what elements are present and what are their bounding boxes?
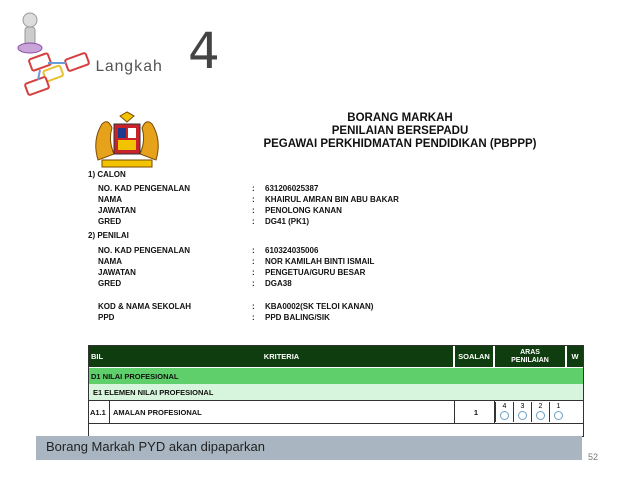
colon: : — [252, 279, 255, 288]
header-aras: ARAS PENILAIAN — [495, 346, 565, 367]
header-kriteria: KRITERIA — [110, 346, 453, 367]
row-a11-text: AMALAN PROFESIONAL — [113, 407, 202, 417]
form-title — [210, 112, 590, 151]
colon: : — [252, 206, 255, 215]
section-penilai: 2) PENILAI — [88, 231, 129, 240]
section-calon: 1) CALON — [88, 170, 126, 179]
step-word: Langkah — [95, 58, 163, 76]
slide-caption: Borang Markah PYD akan dipaparkan — [46, 439, 265, 454]
colon: : — [252, 257, 255, 266]
calon-gred-value: DG41 (PK1) — [265, 217, 310, 226]
rating-option[interactable]: 1 — [549, 402, 567, 422]
colon: : — [252, 302, 255, 311]
calon-name-value: KHAIRUL AMRAN BIN ABU BAKAR — [265, 195, 399, 204]
calon-ic-value: 631206025387 — [265, 184, 319, 193]
penilai-name-value: NOR KAMILAH BINTI ISMAIL — [265, 257, 375, 266]
table-divider — [89, 423, 583, 424]
rating-option[interactable]: 4 — [495, 402, 513, 422]
penilai-ic-value: 610324035006 — [265, 246, 319, 255]
form-title-line1: BORANG MARKAH — [347, 112, 453, 124]
table-divider — [89, 400, 583, 401]
colon: : — [252, 246, 255, 255]
calon-jawatan-label: JAWATAN — [98, 206, 136, 215]
penilai-jawatan-label: JAWATAN — [98, 268, 136, 277]
colon: : — [252, 184, 255, 193]
colon: : — [252, 313, 255, 322]
rating-scale — [495, 402, 567, 422]
penilai-gred-value: DGA38 — [265, 279, 292, 288]
coat-of-arms-icon — [88, 110, 166, 170]
colon: : — [252, 268, 255, 277]
page-number: 52 — [588, 452, 599, 462]
penilai-jawatan-value: PENGETUA/GURU BESAR — [265, 268, 366, 277]
calon-gred-label: GRED — [98, 217, 122, 226]
row-e1: E1 ELEMEN NILAI PROFESIONAL — [89, 384, 583, 400]
row-a11-bil: A1.1 — [90, 407, 106, 417]
calon-jawatan-value: PENOLONG KANAN — [265, 206, 342, 215]
row-d1: D1 NILAI PROFESIONAL — [89, 368, 583, 384]
table-divider — [494, 401, 495, 423]
penilai-ic-label: NO. KAD PENGENALAN — [98, 246, 191, 255]
row-a11-soalan: 1 — [473, 407, 479, 417]
table-divider — [109, 401, 110, 423]
ppd-label: PPD — [98, 313, 115, 322]
rating-option[interactable]: 3 — [513, 402, 531, 422]
rating-option[interactable]: 2 — [531, 402, 549, 422]
header-bil: BIL — [89, 346, 110, 367]
form-title-line3: PEGAWAI PERKHIDMATAN PENDIDIKAN (PBPPP) — [263, 138, 537, 150]
flowchart-person-icon — [8, 8, 98, 98]
form-title-line2: PENILAIAN BERSEPADU — [331, 125, 469, 137]
calon-name-label: NAMA — [98, 195, 122, 204]
ppd-value: PPD BALING/SIK — [265, 313, 330, 322]
penilai-name-label: NAMA — [98, 257, 122, 266]
colon: : — [252, 195, 255, 204]
step-number: 4 — [188, 22, 220, 80]
calon-ic-label: NO. KAD PENGENALAN — [98, 184, 191, 193]
sekolah-label: KOD & NAMA SEKOLAH — [98, 302, 192, 311]
header-soalan: SOALAN — [455, 346, 493, 367]
colon: : — [252, 217, 255, 226]
criteria-table — [88, 345, 584, 437]
table-divider — [454, 401, 455, 423]
header-extra: W — [567, 346, 583, 367]
sekolah-value: KBA0002(SK TELOI KANAN) — [265, 302, 374, 311]
penilai-gred-label: GRED — [98, 279, 122, 288]
